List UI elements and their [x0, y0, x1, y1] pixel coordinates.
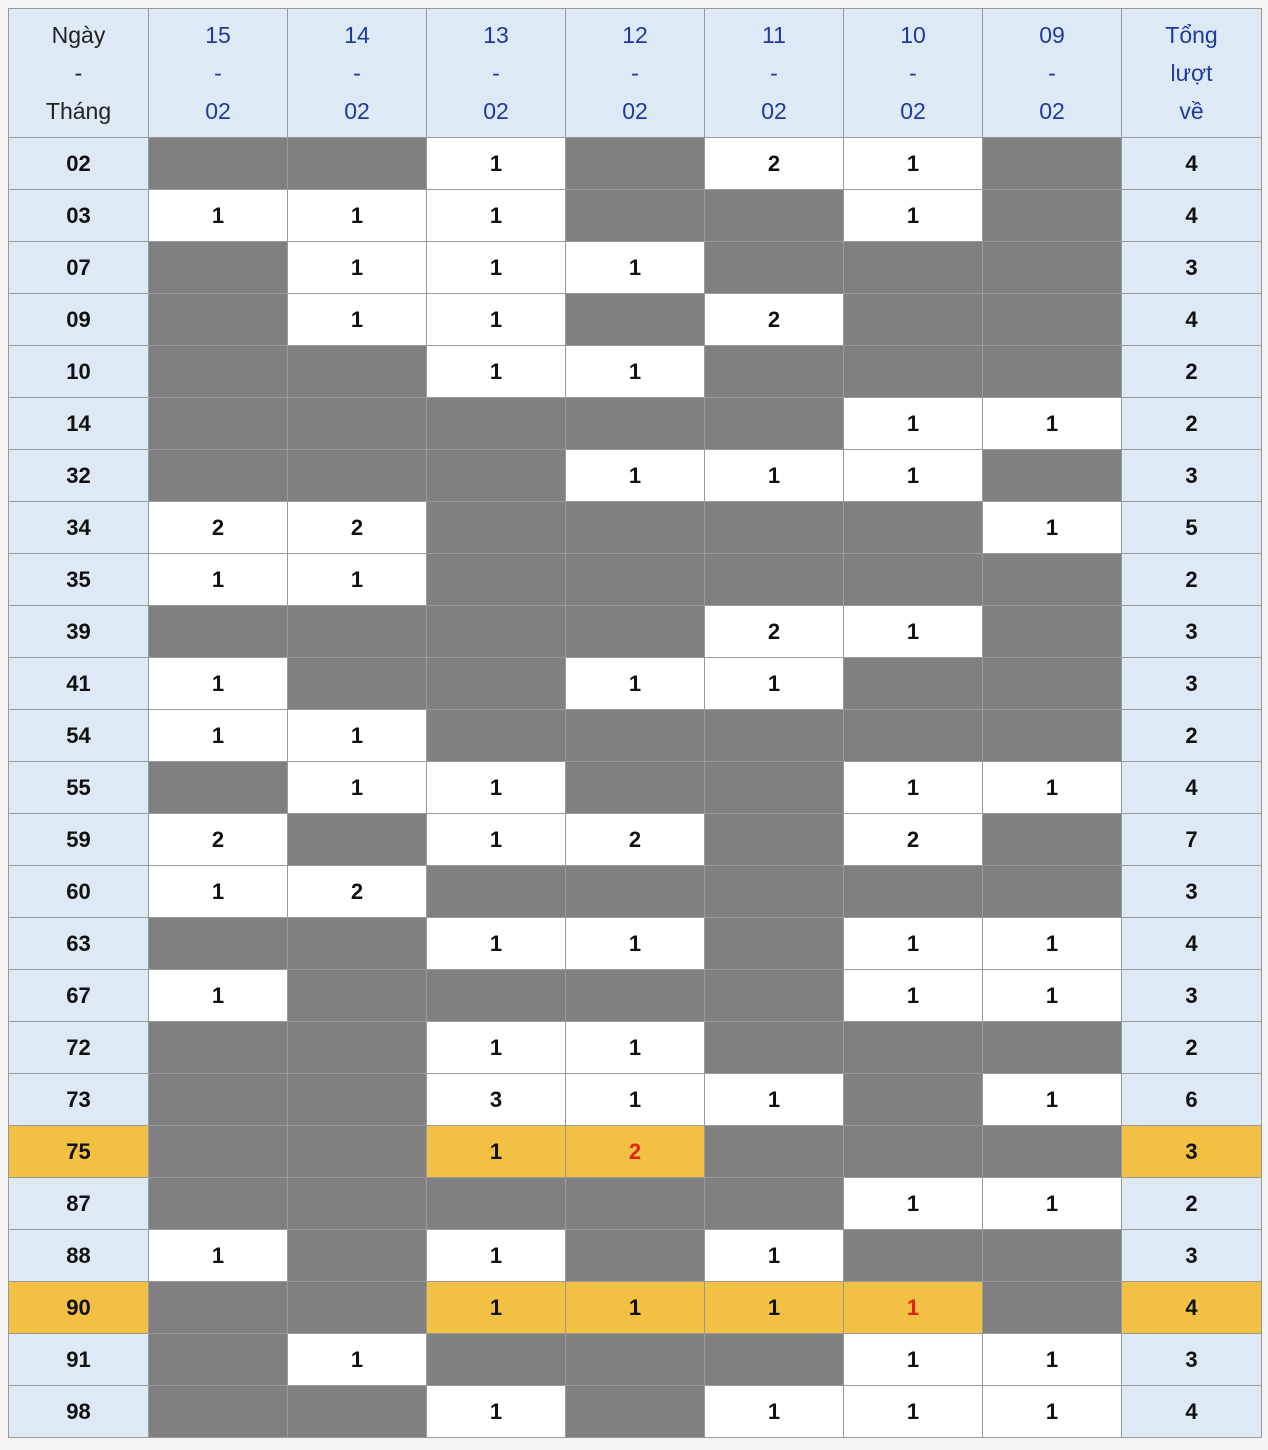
row-number: 75: [9, 1126, 149, 1178]
count-cell: 1: [844, 1178, 983, 1230]
header-date-2: [427, 9, 566, 138]
count-cell: [288, 970, 427, 1022]
count-cell: 1: [983, 970, 1122, 1022]
row-total: 6: [1122, 1074, 1262, 1126]
row-number: 35: [9, 554, 149, 606]
count-cell: 1: [427, 1386, 566, 1438]
count-cell: 1: [427, 1282, 566, 1334]
count-cell: [844, 658, 983, 710]
table-row: [9, 866, 1262, 918]
table-row: [9, 1230, 1262, 1282]
row-number: 32: [9, 450, 149, 502]
row-total: 2: [1122, 554, 1262, 606]
table-row: [9, 814, 1262, 866]
count-cell: 1: [427, 242, 566, 294]
count-cell: [705, 970, 844, 1022]
count-cell: [149, 1074, 288, 1126]
header-date-1-line: -: [353, 60, 361, 86]
count-cell: 1: [705, 450, 844, 502]
count-cell: 1: [288, 762, 427, 814]
count-cell: 1: [983, 502, 1122, 554]
count-cell: [149, 346, 288, 398]
count-cell: 1: [288, 294, 427, 346]
count-cell: [149, 398, 288, 450]
count-cell: [705, 190, 844, 242]
count-cell: [983, 1230, 1122, 1282]
count-cell: [983, 190, 1122, 242]
header-date-0-line: -: [214, 60, 222, 86]
count-cell: [983, 554, 1122, 606]
count-cell: 1: [983, 1178, 1122, 1230]
count-cell: 1: [566, 658, 705, 710]
count-cell: 1: [149, 554, 288, 606]
count-cell: [566, 710, 705, 762]
count-cell: [983, 1126, 1122, 1178]
count-cell: [288, 1178, 427, 1230]
header-date-3: [566, 9, 705, 138]
count-cell: [844, 554, 983, 606]
count-cell: 1: [149, 190, 288, 242]
row-number: 39: [9, 606, 149, 658]
table-row: [9, 1334, 1262, 1386]
count-cell: 1: [844, 190, 983, 242]
count-cell: 1: [705, 1230, 844, 1282]
count-cell: [705, 502, 844, 554]
table-row: [9, 398, 1262, 450]
row-number: 73: [9, 1074, 149, 1126]
row-total: 2: [1122, 346, 1262, 398]
count-cell: [705, 346, 844, 398]
count-cell: 1: [149, 1230, 288, 1282]
count-cell: [705, 1126, 844, 1178]
count-cell: 1: [844, 1282, 983, 1334]
count-cell: [566, 294, 705, 346]
row-number: 91: [9, 1334, 149, 1386]
header-row: [9, 9, 1262, 138]
count-cell: 1: [844, 398, 983, 450]
count-cell: 2: [288, 866, 427, 918]
table-row: [9, 762, 1262, 814]
row-number: 59: [9, 814, 149, 866]
count-cell: [844, 1230, 983, 1282]
count-cell: 1: [149, 710, 288, 762]
header-date-1: [288, 9, 427, 138]
count-cell: 1: [705, 1386, 844, 1438]
count-cell: 1: [149, 866, 288, 918]
header-date-0-line: 02: [205, 98, 231, 124]
count-cell: [983, 1022, 1122, 1074]
row-number: 55: [9, 762, 149, 814]
count-cell: 1: [566, 1074, 705, 1126]
count-cell: 1: [288, 242, 427, 294]
count-cell: 1: [844, 606, 983, 658]
count-cell: [427, 398, 566, 450]
row-number: 88: [9, 1230, 149, 1282]
count-cell: [566, 502, 705, 554]
count-cell: 1: [427, 1230, 566, 1282]
row-total: 3: [1122, 606, 1262, 658]
count-cell: [566, 1334, 705, 1386]
count-cell: [983, 294, 1122, 346]
header-date-3-line: 02: [622, 98, 648, 124]
table-row: [9, 658, 1262, 710]
count-cell: [149, 606, 288, 658]
table-row: [9, 294, 1262, 346]
row-number: 87: [9, 1178, 149, 1230]
count-cell: [983, 658, 1122, 710]
row-number: 03: [9, 190, 149, 242]
header-total-count-line: Tổng: [1165, 22, 1218, 48]
header-date-4-line: 11: [762, 22, 786, 48]
row-number: 98: [9, 1386, 149, 1438]
header-date-0: [149, 9, 288, 138]
header-date-2-line: -: [492, 60, 500, 86]
row-number: 09: [9, 294, 149, 346]
row-total: 3: [1122, 1230, 1262, 1282]
header-date-2-line: 13: [483, 22, 509, 48]
count-cell: 1: [288, 1334, 427, 1386]
header-total-count-line: về: [1179, 98, 1204, 124]
table-row: [9, 710, 1262, 762]
count-cell: 1: [566, 918, 705, 970]
count-cell: [983, 866, 1122, 918]
count-cell: 2: [566, 814, 705, 866]
count-cell: 1: [566, 450, 705, 502]
count-cell: [844, 710, 983, 762]
row-total: 2: [1122, 398, 1262, 450]
header-date-2-line: 02: [483, 98, 509, 124]
header-date-1-line: 02: [344, 98, 370, 124]
count-cell: 1: [427, 138, 566, 190]
count-cell: 2: [705, 606, 844, 658]
table-row: [9, 346, 1262, 398]
count-cell: [427, 1178, 566, 1230]
count-cell: [149, 242, 288, 294]
table-row: [9, 554, 1262, 606]
header-date-4-line: 02: [761, 98, 787, 124]
count-cell: [149, 1282, 288, 1334]
header-date-4-line: -: [770, 60, 778, 86]
row-total: 3: [1122, 1126, 1262, 1178]
count-cell: [288, 346, 427, 398]
header-date-5-line: 02: [900, 98, 926, 124]
count-cell: [288, 1022, 427, 1074]
count-cell: 2: [566, 1126, 705, 1178]
count-cell: [705, 710, 844, 762]
table-row: [9, 970, 1262, 1022]
count-cell: 1: [566, 1282, 705, 1334]
count-cell: [149, 1022, 288, 1074]
count-cell: [983, 710, 1122, 762]
count-cell: [427, 554, 566, 606]
table-header: [9, 9, 1262, 138]
count-cell: [149, 1126, 288, 1178]
count-cell: [983, 606, 1122, 658]
count-cell: 2: [844, 814, 983, 866]
count-cell: [288, 1126, 427, 1178]
table-body: [9, 138, 1262, 1438]
row-total: 4: [1122, 190, 1262, 242]
count-cell: [427, 866, 566, 918]
header-date-6-line: -: [1048, 60, 1056, 86]
row-total: 7: [1122, 814, 1262, 866]
header-date-6: [983, 9, 1122, 138]
header-date-1-line: 14: [344, 22, 370, 48]
count-cell: [844, 1126, 983, 1178]
count-cell: 1: [427, 918, 566, 970]
header-date-3-line: 12: [622, 22, 648, 48]
count-cell: [566, 554, 705, 606]
count-cell: 1: [844, 762, 983, 814]
header-date-5-line: -: [909, 60, 917, 86]
lottery-frequency-table: [8, 8, 1262, 1438]
count-cell: 1: [427, 1126, 566, 1178]
header-day-month-line: -: [74, 60, 83, 86]
row-total: 4: [1122, 1282, 1262, 1334]
row-number: 72: [9, 1022, 149, 1074]
count-cell: 1: [983, 1334, 1122, 1386]
count-cell: [705, 398, 844, 450]
count-cell: 1: [288, 190, 427, 242]
count-cell: [427, 970, 566, 1022]
count-cell: 2: [705, 138, 844, 190]
count-cell: [288, 398, 427, 450]
count-cell: [427, 1334, 566, 1386]
header-date-4: [705, 9, 844, 138]
count-cell: [566, 398, 705, 450]
row-total: 3: [1122, 242, 1262, 294]
count-cell: 2: [149, 814, 288, 866]
table-row: [9, 918, 1262, 970]
row-number: 67: [9, 970, 149, 1022]
row-number: 34: [9, 502, 149, 554]
table-row: [9, 1126, 1262, 1178]
count-cell: [149, 1386, 288, 1438]
count-cell: [844, 294, 983, 346]
count-cell: [844, 1074, 983, 1126]
count-cell: 1: [427, 294, 566, 346]
count-cell: 1: [427, 814, 566, 866]
count-cell: 1: [149, 658, 288, 710]
count-cell: [149, 138, 288, 190]
row-total: 2: [1122, 710, 1262, 762]
header-day-month-line: Tháng: [45, 98, 112, 124]
count-cell: 1: [983, 918, 1122, 970]
row-number: 02: [9, 138, 149, 190]
row-total: 3: [1122, 658, 1262, 710]
count-cell: [983, 346, 1122, 398]
count-cell: 1: [983, 762, 1122, 814]
count-cell: [427, 658, 566, 710]
count-cell: [288, 1230, 427, 1282]
count-cell: 1: [705, 658, 844, 710]
count-cell: [844, 346, 983, 398]
count-cell: [288, 918, 427, 970]
row-total: 4: [1122, 138, 1262, 190]
row-total: 2: [1122, 1022, 1262, 1074]
header-date-6-line: 02: [1039, 98, 1065, 124]
count-cell: [149, 1178, 288, 1230]
header-date-5-line: 10: [900, 22, 926, 48]
count-cell: [705, 554, 844, 606]
count-cell: [705, 1022, 844, 1074]
count-cell: [149, 918, 288, 970]
count-cell: 3: [427, 1074, 566, 1126]
count-cell: [566, 190, 705, 242]
table-row: [9, 606, 1262, 658]
count-cell: [705, 242, 844, 294]
header-date-6-line: 09: [1039, 22, 1065, 48]
count-cell: 1: [844, 918, 983, 970]
count-cell: [288, 1074, 427, 1126]
count-cell: [427, 710, 566, 762]
count-cell: 1: [844, 1334, 983, 1386]
row-number: 63: [9, 918, 149, 970]
count-cell: 1: [288, 554, 427, 606]
table-row: [9, 450, 1262, 502]
count-cell: [983, 138, 1122, 190]
count-cell: [149, 762, 288, 814]
count-cell: [288, 814, 427, 866]
count-cell: 1: [844, 450, 983, 502]
count-cell: [983, 1282, 1122, 1334]
count-cell: [288, 658, 427, 710]
count-cell: 1: [705, 1074, 844, 1126]
count-cell: [149, 294, 288, 346]
header-date-3-line: -: [631, 60, 639, 86]
header-date-0-line: 15: [205, 22, 231, 48]
count-cell: 1: [844, 1386, 983, 1438]
count-cell: 1: [566, 346, 705, 398]
count-cell: 2: [149, 502, 288, 554]
count-cell: [844, 242, 983, 294]
row-number: 90: [9, 1282, 149, 1334]
count-cell: [566, 1386, 705, 1438]
count-cell: 1: [844, 138, 983, 190]
row-number: 41: [9, 658, 149, 710]
row-total: 3: [1122, 1334, 1262, 1386]
row-total: 4: [1122, 1386, 1262, 1438]
count-cell: [288, 450, 427, 502]
count-cell: [288, 1282, 427, 1334]
count-cell: [983, 242, 1122, 294]
count-cell: [566, 606, 705, 658]
count-cell: [705, 814, 844, 866]
row-number: 14: [9, 398, 149, 450]
count-cell: [566, 866, 705, 918]
count-cell: 1: [705, 1282, 844, 1334]
count-cell: [844, 1022, 983, 1074]
count-cell: 1: [427, 346, 566, 398]
count-cell: 1: [983, 1074, 1122, 1126]
count-cell: 1: [427, 1022, 566, 1074]
row-total: 3: [1122, 970, 1262, 1022]
count-cell: [705, 866, 844, 918]
count-cell: 1: [427, 762, 566, 814]
count-cell: 1: [983, 398, 1122, 450]
row-total: 4: [1122, 762, 1262, 814]
count-cell: 1: [288, 710, 427, 762]
count-cell: [427, 606, 566, 658]
row-number: 60: [9, 866, 149, 918]
header-total-count: [1122, 9, 1262, 138]
header-date-5: [844, 9, 983, 138]
row-number: 07: [9, 242, 149, 294]
count-cell: [149, 1334, 288, 1386]
count-cell: 2: [288, 502, 427, 554]
count-cell: [566, 970, 705, 1022]
count-cell: [427, 450, 566, 502]
table-row: [9, 1022, 1262, 1074]
row-total: 3: [1122, 450, 1262, 502]
count-cell: [288, 606, 427, 658]
table-row: [9, 1074, 1262, 1126]
count-cell: 1: [983, 1386, 1122, 1438]
count-cell: 1: [844, 970, 983, 1022]
count-cell: [983, 450, 1122, 502]
count-cell: 1: [427, 190, 566, 242]
table-row: [9, 1282, 1262, 1334]
count-cell: [566, 1230, 705, 1282]
header-day-month-line: Ngày: [51, 22, 106, 48]
count-cell: [705, 762, 844, 814]
count-cell: 1: [566, 242, 705, 294]
count-cell: [288, 138, 427, 190]
row-number: 10: [9, 346, 149, 398]
count-cell: [705, 1334, 844, 1386]
count-cell: 1: [566, 1022, 705, 1074]
table-row: [9, 1386, 1262, 1438]
table-row: [9, 502, 1262, 554]
count-cell: [566, 138, 705, 190]
table-row: [9, 138, 1262, 190]
count-cell: [983, 814, 1122, 866]
count-cell: [288, 1386, 427, 1438]
row-total: 5: [1122, 502, 1262, 554]
count-cell: [566, 762, 705, 814]
row-total: 2: [1122, 1178, 1262, 1230]
row-total: 3: [1122, 866, 1262, 918]
header-day-month: [9, 9, 149, 138]
count-cell: 2: [705, 294, 844, 346]
count-cell: [566, 1178, 705, 1230]
count-cell: [844, 502, 983, 554]
row-total: 4: [1122, 294, 1262, 346]
row-total: 4: [1122, 918, 1262, 970]
count-cell: [844, 866, 983, 918]
table-row: [9, 242, 1262, 294]
count-cell: [149, 450, 288, 502]
table-row: [9, 190, 1262, 242]
table-row: [9, 1178, 1262, 1230]
row-number: 54: [9, 710, 149, 762]
count-cell: [705, 1178, 844, 1230]
count-cell: [705, 918, 844, 970]
count-cell: 1: [149, 970, 288, 1022]
header-total-count-line: lượt: [1170, 60, 1213, 86]
count-cell: [427, 502, 566, 554]
